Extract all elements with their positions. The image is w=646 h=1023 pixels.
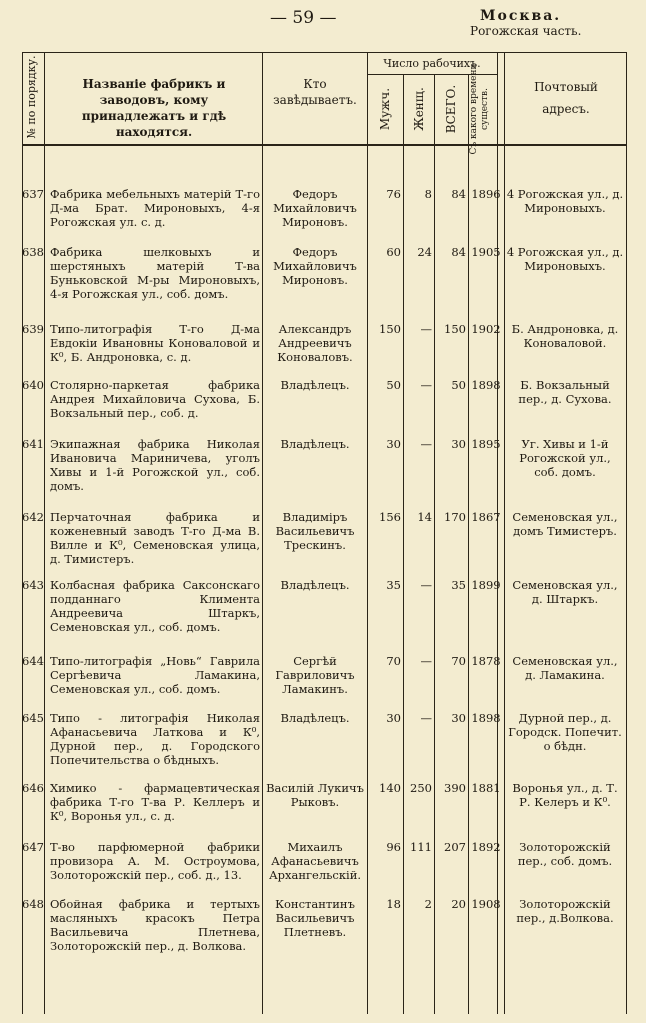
row-manager: Федоръ Михайловичъ Мироновъ. xyxy=(273,245,357,287)
row-manager: Федоръ Михайловичъ Мироновъ. xyxy=(273,187,357,229)
row-address: Золоторожскій пер., соб. домъ. xyxy=(517,840,613,868)
row-address: Дурной пер., д. Городск. Попечит. о бѣдн. xyxy=(508,711,622,753)
row-women: — xyxy=(420,578,432,592)
row-total: 207 xyxy=(444,840,466,854)
row-no: 638 xyxy=(22,245,44,259)
row-address: Воронья ул., д. Т. Р. Келеръ и К⁰. xyxy=(512,781,618,809)
row-men: 140 xyxy=(379,781,401,795)
row-no: 641 xyxy=(22,437,44,451)
row-men: 96 xyxy=(386,840,401,854)
row-women: — xyxy=(420,654,432,668)
row-men: 60 xyxy=(386,245,401,259)
row-women: — xyxy=(420,711,432,725)
col-header-since: Съ какого времени существ. xyxy=(469,63,490,155)
row-no: 646 xyxy=(22,781,44,795)
row-since: 1899 xyxy=(471,578,501,592)
row-men: 50 xyxy=(386,378,401,392)
row-total: 170 xyxy=(444,510,466,524)
col-rule-6 xyxy=(468,74,469,1014)
row-name: Колбасная фабрика Саксонскаго подданнаго Климента Андреевича Штаркъ, Семеновская ул., соб. домъ. xyxy=(50,578,260,634)
row-name: Химико - фармацевтическая фабрика Т-го Т-ва Р. Келлеръ и К⁰, Воронья ул., с. д. xyxy=(50,781,260,823)
col-rule-4 xyxy=(403,74,404,1014)
row-manager: Александръ Андреевичъ Коноваловъ. xyxy=(277,322,353,364)
row-total: 30 xyxy=(451,711,466,725)
row-name: Типо-литографія Т-го Д-ма Евдокіи Ивановны Коноваловой и К⁰, Б. Андроновка, с. д. xyxy=(50,322,260,364)
row-address: 4 Рогожская ул., д. Мироновыхъ. xyxy=(506,245,624,273)
col-header-manager: Кто завѣдываетъ. xyxy=(273,77,357,107)
row-manager: Владѣлецъ. xyxy=(280,578,350,592)
row-women: 2 xyxy=(424,897,432,911)
row-manager: Владѣлецъ. xyxy=(280,437,350,451)
row-since: 1896 xyxy=(471,187,501,201)
row-men: 156 xyxy=(379,510,401,524)
row-manager: Сергѣй Гавриловичъ Ламакинъ. xyxy=(275,654,355,696)
row-women: 24 xyxy=(417,245,432,259)
row-since: 1898 xyxy=(471,378,501,392)
row-women: — xyxy=(420,322,432,336)
row-no: 642 xyxy=(22,510,44,524)
row-total: 84 xyxy=(451,187,466,201)
row-no: 648 xyxy=(22,897,44,911)
col-header-men: Мужч. xyxy=(378,87,392,131)
row-manager: Константинъ Васильевичъ Плетневъ. xyxy=(275,897,355,939)
col-rule-9 xyxy=(626,52,627,1014)
row-total: 84 xyxy=(451,245,466,259)
row-manager: Василій Лукичъ Рыковъ. xyxy=(266,781,364,809)
row-name: Типо-литографія „Новь“ Гаврила Сергѣевича Ламакина, Семеновская ул., соб. домъ. xyxy=(50,654,260,696)
row-total: 20 xyxy=(451,897,466,911)
row-manager: Владиміръ Васильевичъ Трескинъ. xyxy=(275,510,355,552)
row-since: 1905 xyxy=(471,245,501,259)
col-header-workers: Число рабочихъ. xyxy=(383,57,481,70)
row-total: 150 xyxy=(444,322,466,336)
row-total: 390 xyxy=(444,781,466,795)
row-name: Фабрика шелковыхъ и шерстяныхъ матерій Т-ва Буньковской М-ры Мироновыхъ, 4-я Рогожская ул., соб. домъ. xyxy=(50,245,260,301)
row-address: Уг. Хивы и 1-й Рогожской ул., соб. домъ. xyxy=(519,437,611,479)
row-name: Типо - литографія Николая Афанасьевича Латкова и К⁰, Дурной пер., д. Городского Попечительства о бѣдныхъ. xyxy=(50,711,260,767)
row-men: 18 xyxy=(386,897,401,911)
col-rule-1 xyxy=(44,52,45,1014)
row-address: Семеновская ул., д. Ламакина. xyxy=(512,654,618,682)
row-no: 639 xyxy=(22,322,44,336)
table-top-rule xyxy=(22,52,626,53)
row-since: 1867 xyxy=(471,510,501,524)
row-since: 1878 xyxy=(471,654,501,668)
row-name: Столярно-паркетая фабрика Андрея Михайловича Сухова, Б. Вокзальный пер., соб. д. xyxy=(50,378,260,420)
row-since: 1908 xyxy=(471,897,501,911)
district-subtitle: Рогожская часть. xyxy=(470,24,582,38)
row-since: 1898 xyxy=(471,711,501,725)
row-men: 150 xyxy=(379,322,401,336)
col-header-address: Почтовый адресъ. xyxy=(534,80,598,116)
row-no: 647 xyxy=(22,840,44,854)
row-men: 35 xyxy=(386,578,401,592)
row-since: 1902 xyxy=(471,322,501,336)
row-name: Перчаточная фабрика и коженевный заводъ Т-го Д-ма В. Вилле и К⁰, Семеновская улица, д. Тимистеръ. xyxy=(50,510,260,566)
row-manager: Владѣлецъ. xyxy=(280,378,350,392)
col-rule-3 xyxy=(367,52,368,1014)
col-rule-2 xyxy=(262,52,263,1014)
row-no: 640 xyxy=(22,378,44,392)
row-total: 35 xyxy=(451,578,466,592)
row-men: 30 xyxy=(386,437,401,451)
row-name: Т-во парфюмерной фабрики провизора А. М. Остроумова, Золоторожскій пер., соб. д., 13. xyxy=(50,840,260,882)
row-men: 76 xyxy=(386,187,401,201)
col-header-name: Названіе фабрикъ и заводовъ, кому принадлежатъ и гдѣ находятся. xyxy=(81,77,227,139)
row-women: — xyxy=(420,437,432,451)
row-women: 8 xyxy=(424,187,432,201)
header-bottom-rule xyxy=(22,144,626,146)
row-women: — xyxy=(420,378,432,392)
row-address: Семеновская ул., домъ Тимистеръ. xyxy=(512,510,618,538)
row-address: Семеновская ул., д. Штаркъ. xyxy=(512,578,618,606)
row-men: 70 xyxy=(386,654,401,668)
row-women: 14 xyxy=(417,510,432,524)
row-total: 50 xyxy=(451,378,466,392)
row-men: 30 xyxy=(386,711,401,725)
row-address: 4 Рогожская ул., д. Мироновыхъ. xyxy=(506,187,624,215)
row-name: Экипажная фабрика Николая Ивановича Мариничева, уголъ Хивы и 1-й Рогожской ул., соб. домъ. xyxy=(50,437,260,493)
row-address: Золоторожскій пер., д.Волкова. xyxy=(516,897,614,925)
col-rule-8 xyxy=(504,52,505,1014)
col-header-women: Женщ. xyxy=(412,87,426,131)
row-name: Фабрика мебельныхъ матерій Т-го Д-ма Брат. Мироновыхъ, 4-я Рогожская ул. с. д. xyxy=(50,187,260,229)
page-number: — 59 — xyxy=(270,8,337,28)
row-manager: Владѣлецъ. xyxy=(280,711,350,725)
row-manager: Михаилъ Афанасьевичъ Архангельскій. xyxy=(268,840,362,882)
row-no: 645 xyxy=(22,711,44,725)
row-since: 1892 xyxy=(471,840,501,854)
row-total: 70 xyxy=(451,654,466,668)
col-rule-5 xyxy=(434,74,435,1014)
col-header-total: ВСЕГО. xyxy=(444,84,458,134)
row-no: 643 xyxy=(22,578,44,592)
row-since: 1881 xyxy=(471,781,501,795)
col-header-index: № по порядку. xyxy=(25,55,38,139)
row-no: 644 xyxy=(22,654,44,668)
row-since: 1895 xyxy=(471,437,501,451)
row-address: Б. Андроновка, д. Коноваловой. xyxy=(511,322,619,350)
row-address: Б. Вокзальный пер., д. Сухова. xyxy=(518,378,612,406)
row-no: 637 xyxy=(22,187,44,201)
row-women: 111 xyxy=(410,840,432,854)
row-total: 30 xyxy=(451,437,466,451)
row-name: Обойная фабрика и тертыхъ масляныхъ красокъ Петра Васильевича Плетнева, Золоторожскій пер., д. Волкова. xyxy=(50,897,260,953)
row-women: 250 xyxy=(410,781,432,795)
city-title: Москва. xyxy=(480,8,562,24)
